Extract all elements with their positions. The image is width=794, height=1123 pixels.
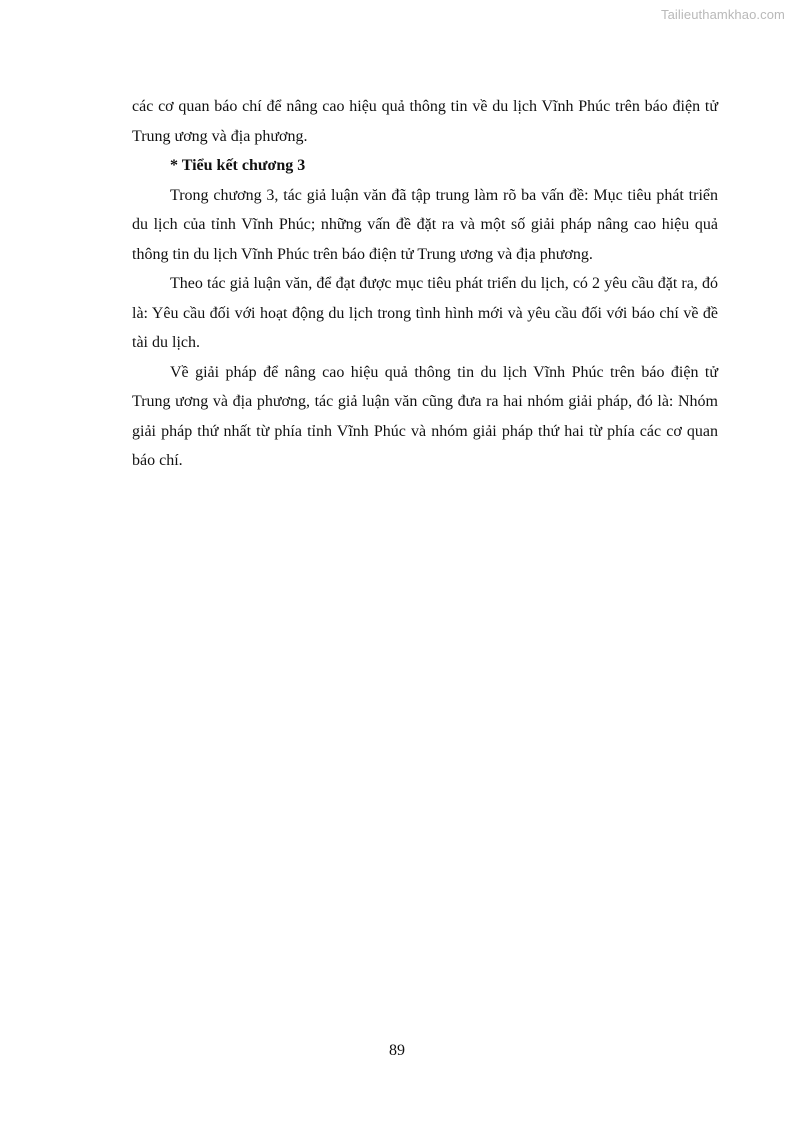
- paragraph-continuation: các cơ quan báo chí để nâng cao hiệu quả thông tin về du lịch Vĩnh Phúc trên báo điện tử Trung ương và địa phương.: [132, 98, 718, 145]
- paragraph-requirements: Theo tác giả luận văn, để đạt được mục tiêu phát triển du lịch, có 2 yêu cầu đặt ra, đó là: Yêu cầu đối với hoạt động du lịch trong tình hình mới và yêu cầu đối với báo chí về đề tài du lịch.: [132, 275, 718, 351]
- paragraph-solutions: Về giải pháp để nâng cao hiệu quả thông tin du lịch Vĩnh Phúc trên báo điện tử Trung ương và địa phương, tác giả luận văn cũng đưa ra hai nhóm giải pháp, đó là: Nhóm giải pháp thứ nhất từ phía tỉnh Vĩnh Phúc và nhóm giải pháp thứ hai từ phía các cơ quan báo chí.: [132, 363, 718, 469]
- page-number: 89: [389, 1042, 405, 1059]
- paragraph-summary: Trong chương 3, tác giả luận văn đã tập trung làm rõ ba vấn đề: Mục tiêu phát triển du lịch của tỉnh Vĩnh Phúc; những vấn đề đặt ra và một số giải pháp nâng cao hiệu quả thông tin du lịch Vĩnh Phúc trên báo điện tử Trung ương và địa phương.: [132, 186, 718, 263]
- document-body: [132, 92, 718, 476]
- section-heading: * Tiểu kết chương 3: [170, 157, 306, 174]
- watermark: Tailieuthamkhao.com: [660, 7, 785, 22]
